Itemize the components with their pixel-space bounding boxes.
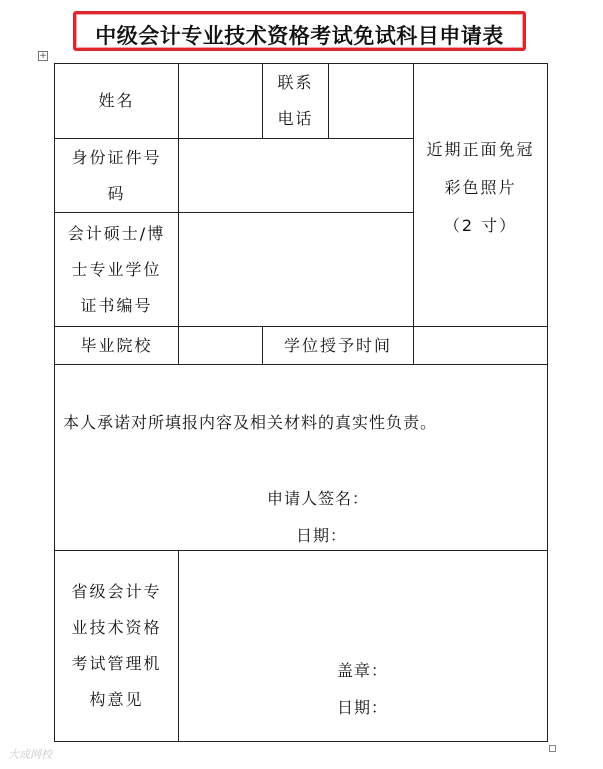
table-border-bottom (54, 741, 548, 742)
degree-label-line: 会计硕士/博 (67, 223, 166, 243)
id-number-value-cell[interactable] (179, 139, 413, 212)
seal-label: 盖章： (337, 661, 389, 680)
id-label-line: 身份证件号 (71, 147, 162, 167)
phone-label-line: 联系 (277, 73, 314, 92)
name-label: 姓名 (98, 91, 135, 110)
name-value-cell[interactable] (179, 64, 262, 138)
school-value-cell[interactable] (179, 327, 262, 364)
authority-opinion-label (55, 551, 178, 741)
authority-label-line: 考试管理机 (71, 654, 162, 673)
id-number-label (55, 139, 178, 212)
degree-date-value-cell[interactable] (414, 327, 547, 364)
phone-label-line: 电话 (277, 109, 314, 128)
authority-label-line: 省级会计专 (71, 582, 162, 601)
table-resize-handle-icon[interactable] (549, 745, 556, 752)
photo-text-line: 彩色照片 (444, 178, 517, 197)
photo-text-line: 近期正面免冠 (426, 140, 535, 159)
table-move-handle-icon[interactable]: + (39, 51, 47, 61)
degree-date-label: 学位授予时间 (283, 335, 392, 355)
school-label: 毕业院校 (80, 335, 153, 355)
title-frame (73, 11, 526, 51)
form-title: 中级会计专业技术资格考试免试科目申请表 (95, 24, 504, 48)
applicant-date-label: 日期： (296, 526, 348, 545)
authority-date-label: 日期： (337, 698, 389, 717)
table-line (178, 550, 179, 742)
degree-certificate-label (55, 213, 178, 326)
photo-text-line: （2 寸） (443, 216, 518, 235)
authority-label-line: 构意见 (89, 690, 144, 709)
pledge-statement: 本人承诺对所填报内容及相关材料的真实性负责。 (63, 413, 438, 432)
phone-value-cell[interactable] (329, 64, 413, 138)
table-line (54, 364, 548, 365)
applicant-signature-label: 申请人签名： (267, 489, 370, 508)
table-border-right (547, 63, 548, 742)
phone-label (263, 64, 328, 138)
photo-placeholder (414, 64, 547, 326)
id-label-line: 码 (107, 183, 126, 203)
degree-label-line: 士专业学位 (71, 259, 162, 279)
degree-certificate-value-cell[interactable] (179, 213, 413, 326)
degree-label-line: 证书编号 (80, 295, 153, 315)
watermark-logo: 大成网校 (8, 748, 52, 761)
authority-label-line: 业技术资格 (71, 618, 162, 637)
